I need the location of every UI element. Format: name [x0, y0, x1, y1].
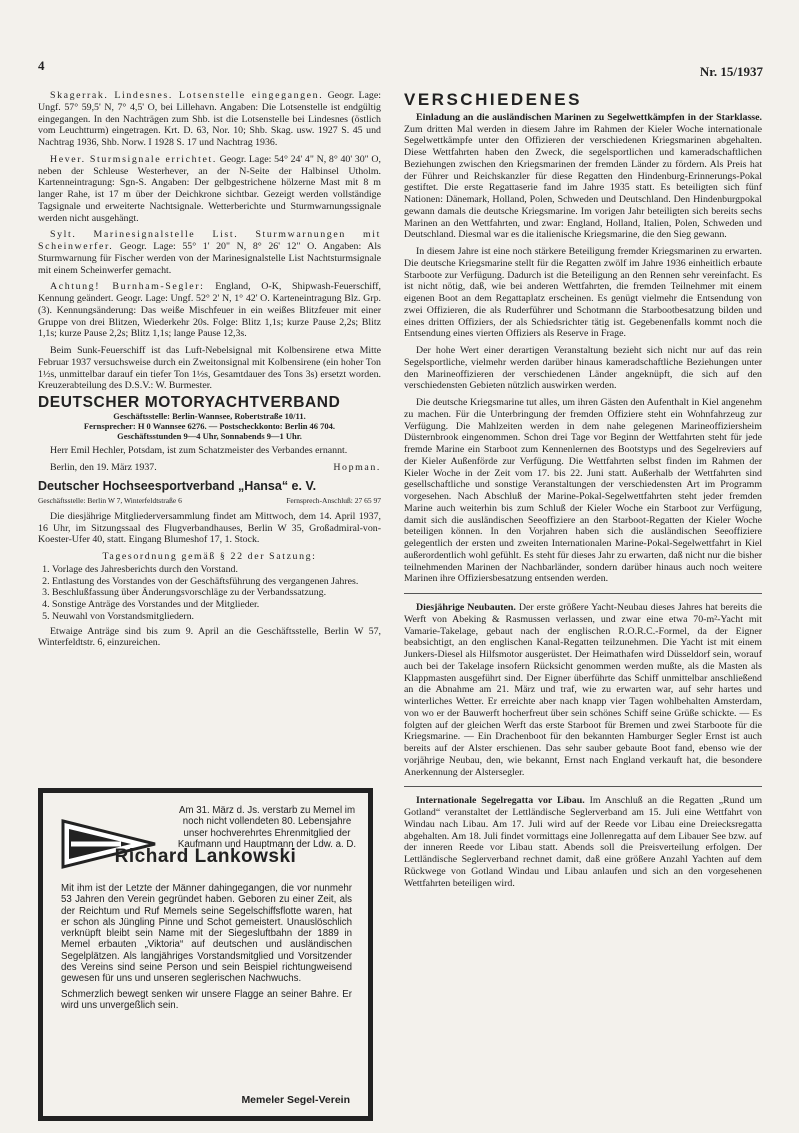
issue-number: Nr. 15/1937: [699, 64, 763, 79]
right-column: [404, 90, 762, 894]
article-neubauten: Diesjährige Neubauten. Der erste größere Yacht-Neubau dieses Jahres hat bereits die Werft von Abeking & Rasmussen verlassen, und zwar eine etwa 70-m²-Yacht mit Vamarie-Takelage, gebaut nach der englischen R.O.R.C.-Formel, da der Eigner beabsichtigt, an den englischen Kanal-Regatten teilzunehmen. Die Yacht ist mit einem Junkers-Diesel als Hilfsmotor ausgerüstet. Der Heimathafen wird Düsseldorf sein, worauf auch bei der Takelage insofern Rücksicht genommen werden mußte, als die Masten als Klappmasten ausgeführt sind. Der Eigner überführte das Schiff unmittelbar anschließend an die Abnahme am 21. März und traf, wie zu erwarten war, auf sehr hartes und winterliches Wetter. Er erreichte aber nach knapp vier Tagen wohlbehalten Amsterdam, von wo er der Bauwerft hocherfreut über sein schönes Schiff seine Grüße schickte. — Es folgten auf der gleichen Werft das erste Starboot für Bremen und zwei Starboote für die Kriegsmarine. — Ein Drachenboot für den bekannten Hamburger Segler Ernst ist auch bereits auf der Alster erschienen. Das sehr sauber gebaute Boot fand, ebenso wie der vorjährige Neubau, den, wie bekannt, Ernst nach England verkauft hat, die besondere Anerkennung der Alstersegler.: [404, 602, 763, 778]
hansa-meeting: Die diesjährige Mitgliederversammlung findet am Mittwoch, dem 14. April 1937, 16 Uhr, im Sitzungssaal des Flugverbandhauses, Berlin W 35, Großadmiral-von-Koester-Ufer 40, statt. Eingang Blumeshof 17, 1. Stock.: [38, 510, 381, 546]
dmyv-signature-line: [38, 462, 381, 474]
dmyv-heading: DEUTSCHER MOTORYACHTVERBAND: [38, 394, 341, 411]
dmyv-phone: Fernsprecher: H 0 Wannsee 6276. — Postscheckkonto: Berlin 46 704.: [83, 420, 336, 431]
notice-sunk: Beim Sunk-Feuerschiff ist das Luft-Nebelsignal mit Kolbensirene etwa Mitte Februar 1937 versuchsweise durch ein Zweitonsignal mit Kolbensirene (ein hoher Ton 1½s, unmittelbar darauf ein tiefer Ton 1½s, Gesamtdauer des Tons 3s) ersetzt worden. Kreuzerabteilung des D.S.V.: W. Burmester.: [38, 345, 381, 392]
notice-skagerrak: Skagerrak. Lindesnes. Lotsenstelle eingegangen. Geogr. Lage: Ungf. 57° 59,5' N, 7° 4,5' O, bei Lillehavn. Angaben: Die Lotsenstelle ist endgültig eingegangen. In den Nachträgen zum Shb. ist die Lotsenstelle bei Lindesnes (östlich vom Leuchtturm) eingetragen. Krt. D. 63, Nor. 10; Shb. Skag. usw. 1927 S. 45 und Nachtrag 1936, Shb. Norw. I 1928 S. 17 und Nachtrag 1936.: [38, 90, 381, 148]
obituary-text: Mit ihm ist der Letzte der Männer dahingegangen, die vor nunmehr 53 Jahren den Verein gegründet haben. Geboren zu einer Zeit, als der Reichtum und Ruf Memels seine Segelschiffsflotte waren, hat er schon als Jüngling Pinne und Schot gemeistert. Unauslöschlich verknüpft bleibt sein Name mit der Siegesluftbahn der 1889 in Memel erbauten „Viktoria“ auf deutschen und ausländischen Segelplätzen. Als langjähriges Vorstandsmitglied und Vorsitzender des Vereins sind seine Person und sein Beispiel richtungweisend gewesen für uns und unseren seglerischen Nachwuchs.: [61, 883, 352, 985]
dmyv-notice: Herr Emil Hechler, Potsdam, ist zum Schatzmeister des Verbandes ernannt.: [50, 444, 348, 456]
agenda-item: 3. Beschlußfassung über Änderungsvorschläge zu der Verbandssatzung.: [52, 587, 381, 599]
hansa-heading: Deutscher Hochseesportverband „Hansa“ e. V.: [38, 479, 317, 494]
notice-sylt: Sylt. Marinesignalstelle List. Sturmwarnungen mit Scheinwerfer. Geogr. Lage: 55° 1' 20" N, 8° 26' 12" O. Angaben: Als Sturmwarnung für Fischer werden von der Marinesignalstelle List Nachtsturmsignale mit einem Scheinwerfer gemacht.: [38, 229, 381, 276]
obituary-closing: Schmerzlich bewegt senken wir unsere Flagge an seiner Bahre. Er wird uns unvergeßlich sein.: [61, 988, 352, 1011]
hansa-phone: Fernsprech-Anschluß: 27 65 97: [286, 496, 381, 505]
agenda-item: 4. Sonstige Anträge des Vorstandes und der Mitglieder.: [52, 599, 381, 611]
notice-burnham: Achtung! Burnham-Segler: England, O-K, Shipwash-Feuerschiff, Kennung geändert. Geogr. Lage: Ungf. 52° 2' N, 1° 42' O. Karteneintragung Blz. Grp. (3). Kennungsänderung: Das weiße Mischfeuer in ein weißes Blitzfeuer mit einer Gruppe von drei Blitzen, Wiederkehr 20s. Folge: Blitz 1,1s; kurze Pause 2,2s; Blitz 1,1s; kurze Pause 2,2s; Blitz 1,1s; lange Pause 12,3s.: [38, 281, 381, 340]
dmyv-date: Berlin, den 19. März 1937.: [50, 461, 157, 473]
divider: [404, 593, 762, 594]
obituary-signature: Memeler Segel-Verein: [241, 1093, 350, 1106]
agenda-list: [38, 564, 381, 623]
article-starklasse: Einladung an die ausländischen Marinen zu Segelwettkämpfen in der Starklasse. Zum dritten Mal werden in diesem Jahre im Rahmen der Kieler Woche internationale Segelwettkämpfe unter den Offizieren der verschiedenen Kriegsmarinen abgehalten. Diese Wettfahrten haben den Zweck, die segelsportlichen und kameradschaftlichen Beziehungen zwischen den Kriegsmarinen der fremden Länder zu fördern. Als Preis hat der Führer und Reichskanzler für diese Regatten den Hindenburg-Erinnerungs-Pokal gestiftet. Die erste Regattaserie fand im Jahre 1935 statt. Es beteiligten sich fünf Nationen: Dänemark, Holland, Polen, Schweden und Deutschland. Den Hindenburgpokal gewann damals die deutsche Kriegsmarine. Im vorigen Jahr beteiligten sich bereits sechs Marinen an den Wettfahrten, und zwar: England, Holland, Italien, Polen, Schweden und Deutschland. Diesmal war es die italienische Kriegsmarine, die den Sieg gewann.: [404, 111, 762, 241]
section-heading: VERSCHIEDENES: [404, 90, 582, 109]
dmyv-address: Geschäftsstelle: Berlin-Wannsee, Robertstraße 10/11.: [113, 410, 306, 421]
hansa-contact: [38, 495, 381, 507]
article-paragraph: Die deutsche Kriegsmarine tut alles, um ihren Gästen den Aufenthalt in Kiel angenehm zu machen. Für die Unterbringung der fremden Offiziere steht ein Wohnfahrzeug zur Verfügung. Die Mahlzeiten werden in dem nahe gelegenen Marineoffiziersheim Düsternbrook eingenommen. Schon drei Tage vor Beginn der Wettfahrten steht für jede fremde Marine ein Starboot zum Kennenlernen des Bootstyps und des Segelreviers auf der Kieler Außenförde zur Verfügung. Die Wettfahrten selbst finden im Rahmen der Kieler Woche in der Zeit vom 17. bis 22. Juni statt. Außerhalb der Wettfahrten sind gesellschaftliche und sonstige Veranstaltungen der verschiedensten Art im Programm vorgesehen. Nach Abschluß der Marine-Pokal-Segelwettfahrten steht jeder fremden Marine auch weiterhin bis zum Schluß der Kieler Woche ein Starboot zur Verfügung, damit sich die ausländischen Seeoffiziere an den Starboot-Regatten der Kieler Woche beteiligen können. In den Vorjahren haben sich die ausländischen Seeoffiziere gelegentlich der ersten und zweiten Internationalen Marine-Pokal-Segelwettfahrt in Kiel außerordentlich wohl gefühlt. Es steht für dieses Jahr zu erwarten, daß nicht nur die bisher teilnehmenden Marinen der Nachbarländer, sondern darüber hinaus auch noch weitere Marinen ihre Offiziersbesatzung entsenden werden.: [404, 397, 762, 585]
notice-hever: Hever. Sturmsignale errichtet. Geogr. Lage: 54° 24' 4" N, 8° 40' 30" O, neben der Schleuse Westerhever, an der N-Seite der Halbinsel Utholm. Kartenneintragung: Sgn-S. Angaben: Der gelbgestrichene hölzerne Mast mit 8 m langer Rahe, ist 17 m über der Deichkrone sichtbar. Gezeigt werden vollständige Tagsignale und erweiterte Nachtsignale. Wetterberichte und Sturmwarnungssignale werden nicht ausgehängt.: [38, 153, 381, 224]
agenda-title: Tagesordnung gemäß § 22 der Satzung:: [102, 551, 317, 562]
obituary-box: [38, 788, 373, 1121]
left-column: [38, 90, 381, 654]
article-paragraph: In diesem Jahre ist eine noch stärkere Beteiligung fremder Kriegsmarinen zu erwarten. Die deutsche Kriegsmarine stellt für die Regatten zwölf im Jahre 1936 einheitlich erbaute Starboote zur Verfügung. Dadurch ist die Beteiligung an den Rennen sehr vereinfacht. Es ist nicht nötig, daß, wie bei anderen Wettfahrten, die fremden Teilnehmer mit einem eigenen Boot an dem Regattaplatz erscheinen. Es genügt vielmehr die Entsendung von zwei Offizieren, die als Ruderführer und Schotmann die Starbootbesatzung bilden und eines dritten Offiziers, der als Schiedsrichter tätig ist. Gegebenenfalls kommt noch die Entsendung eines vierten Offiziers als Reserve in Frage.: [404, 246, 762, 340]
obituary-intro: Am 31. März d. Js. verstarb zu Memel im noch nicht vollendeten 80. Lebensjahre unser hochverehrtes Ehrenmitglied der Kaufmann und Hauptmann der Ldw. a. D.: [177, 805, 357, 850]
deceased-name: Richard Lankowski: [114, 846, 297, 867]
obituary-body: [61, 883, 352, 1015]
hansa-deadline: Etwaige Anträge sind bis zum 9. April an die Geschäftsstelle, Berlin W 57, Winterfeldtstr. 6, einzureichen.: [38, 625, 381, 649]
article-libau: Internationale Segelregatta vor Libau. Im Anschluß an die Regatten „Rund um Gotland“ veranstaltet der Lettländische Seglerverband am 15. Juli eine Wettfahrt von Windau nach Libau. Am 17. Juli wird auf der Reede vor Libau eine Dreiecksregatta abgehalten. Am 18. Juli findet vormittags eine Jollenregatta auf dem Libauer See bzw. auf der inneren Reede vor Libau statt. Abends soll die Preisverteilung erfolgen. Der Lettländische Seglerverband rechnet damit, daß eine größere Anzahl Yachten auf dem Rückwege von Gotland Windau und Libau anlaufen und sich an den vorgesehenen Wettfahrten beteiligen wird.: [404, 795, 763, 889]
agenda-item: 1. Vorlage des Jahresberichts durch den Vorstand.: [52, 564, 381, 576]
agenda-item: 5. Neuwahl von Vorstandsmitgliedern.: [52, 611, 381, 623]
dmyv-signer: Hopman.: [333, 461, 381, 473]
dmyv-hours: Geschäftsstunden 9—4 Uhr, Sonnabends 9—1 Uhr.: [117, 430, 302, 441]
article-paragraph: Der hohe Wert einer derartigen Veranstaltung bezieht sich nicht nur auf das rein Segelsportliche, vielmehr werden darüber hinaus kameradschaftliche Beziehungen unter den Marineoffizieren der verschiedenen Länder angeknüpft, die sich auf den verschiedensten Gebieten nützlich auswirken werden.: [404, 345, 762, 392]
agenda-item: 2. Entlastung des Vorstandes von der Geschäftsführung des vergangenen Jahres.: [52, 576, 381, 588]
divider: [404, 786, 762, 787]
page-number: 4: [38, 58, 45, 73]
hansa-office: Geschäftsstelle: Berlin W 7, Winterfeldtstraße 6: [38, 496, 182, 505]
